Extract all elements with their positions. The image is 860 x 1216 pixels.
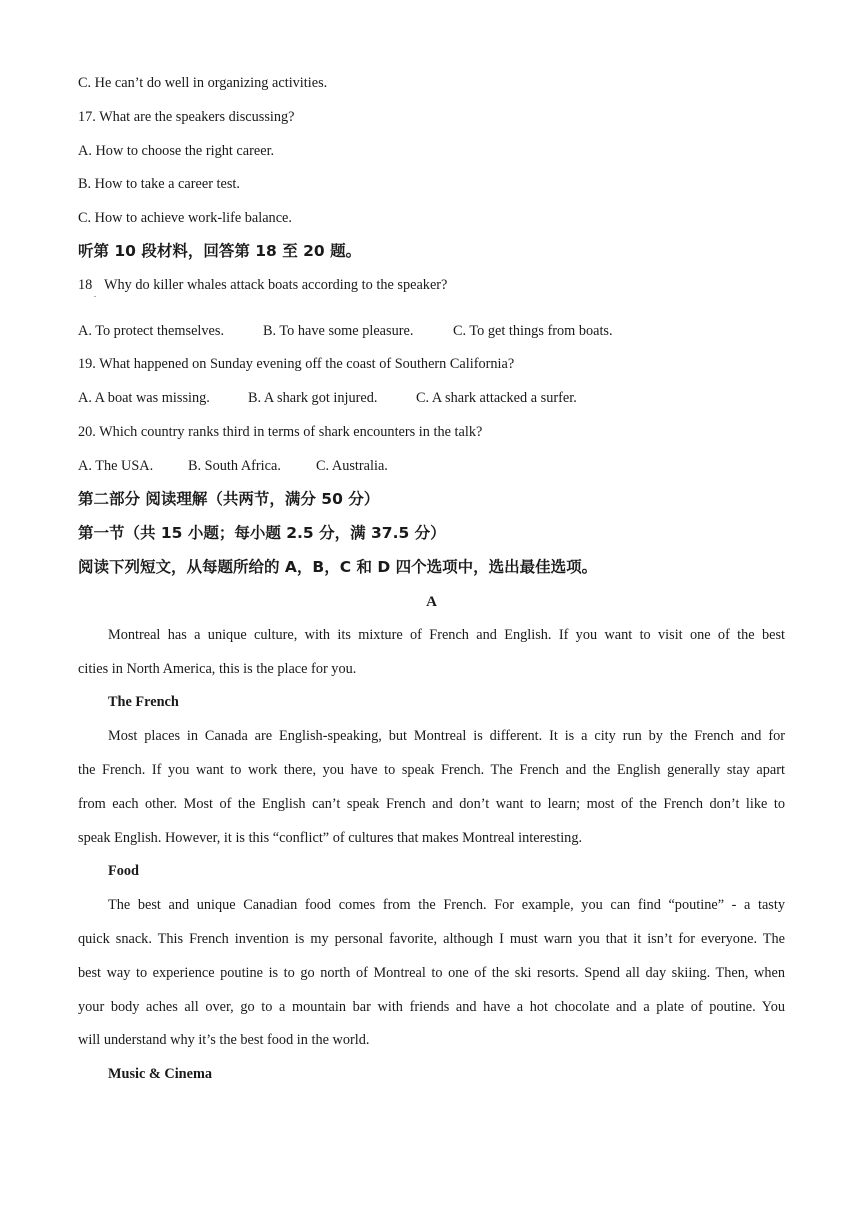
question-20: 20. Which country ranks third in terms of shark encounters in the talk? <box>78 424 483 440</box>
question-18: Why do killer whales attack boats according to the speaker? <box>104 277 448 293</box>
question-17-option-b: B. How to take a career test. <box>78 176 240 192</box>
question-20-option-c: C. Australia. <box>316 458 388 474</box>
passage-intro-line-2: cities in North America, this is the place for you. <box>78 661 357 677</box>
question-19-option-a: A. A boat was missing. <box>78 390 210 406</box>
question-17-option-c: C. How to achieve work-life balance. <box>78 210 292 226</box>
passage-intro-line-1: Montreal has a unique culture, with its mixture of French and English. If you want to visit one of the best <box>108 627 785 643</box>
food-line-1: The best and unique Canadian food comes from the French. For example, you can find “poutine” - a tasty <box>108 897 785 913</box>
question-17-option-a: A. How to choose the right career. <box>78 143 275 159</box>
question-18-option-a: A. To protect themselves. <box>78 323 225 339</box>
heading-music-cinema: Music & Cinema <box>108 1066 213 1082</box>
question-20-options <box>78 457 388 475</box>
food-line-3: best way to experience poutine is to go north of Montreal to one of the ski resorts. Spend all day skiing. Then, when <box>78 965 785 981</box>
heading-the-french: The French <box>108 694 179 710</box>
question-18-number: 18 <box>78 277 93 293</box>
section-10-heading: 听第 10 段材料，回答第 18 至 20 题。 <box>78 242 362 260</box>
food-line-4: your body aches all over, go to a mountain bar with friends and have a hot chocolate and a plate of poutine. You <box>78 999 785 1015</box>
passage-label: A <box>426 594 437 610</box>
question-20-option-a: A. The USA. <box>78 458 154 474</box>
question-17: 17. What are the speakers discussing? <box>78 109 295 125</box>
question-18-dot: . <box>94 290 96 299</box>
french-line-1: Most places in Canada are English-speaking, but Montreal is different. It is a city run by the French and for <box>108 728 785 744</box>
food-line-2: quick snack. This French invention is my personal favorite, although I must warn you that it isn’t for everyone. The <box>78 931 785 947</box>
french-line-2: the French. If you want to work there, you have to speak French. The French and the English generally stay apart <box>78 762 785 778</box>
part-2-heading: 第二部分 阅读理解（共两节，满分 50 分） <box>78 490 380 508</box>
question-18-options <box>78 322 613 340</box>
question-18-option-b: B. To have some pleasure. <box>263 323 414 339</box>
french-line-4: speak English. However, it is this “conflict” of cultures that makes Montreal interesting. <box>78 830 583 846</box>
question-19-option-b: B. A shark got injured. <box>248 390 378 406</box>
question-16-option-c: C. He can’t do well in organizing activities. <box>78 75 328 91</box>
question-20-option-b: B. South Africa. <box>188 458 281 474</box>
heading-food: Food <box>108 863 139 879</box>
question-19-option-c: C. A shark attacked a surfer. <box>416 390 577 406</box>
question-19-options <box>78 389 577 407</box>
section-1-heading: 第一节（共 15 小题；每小题 2.5 分，满 37.5 分） <box>78 524 446 542</box>
question-18-option-c: C. To get things from boats. <box>453 323 613 339</box>
french-line-3: from each other. Most of the English can’t speak French and don’t want to learn; most of the French don’t like to <box>78 796 785 812</box>
question-19: 19. What happened on Sunday evening off the coast of Southern California? <box>78 356 515 372</box>
instructions: 阅读下列短文，从每题所给的 A，B，C 和 D 四个选项中，选出最佳选项。 <box>78 558 598 576</box>
food-line-5: will understand why it’s the best food in the world. <box>78 1032 370 1048</box>
